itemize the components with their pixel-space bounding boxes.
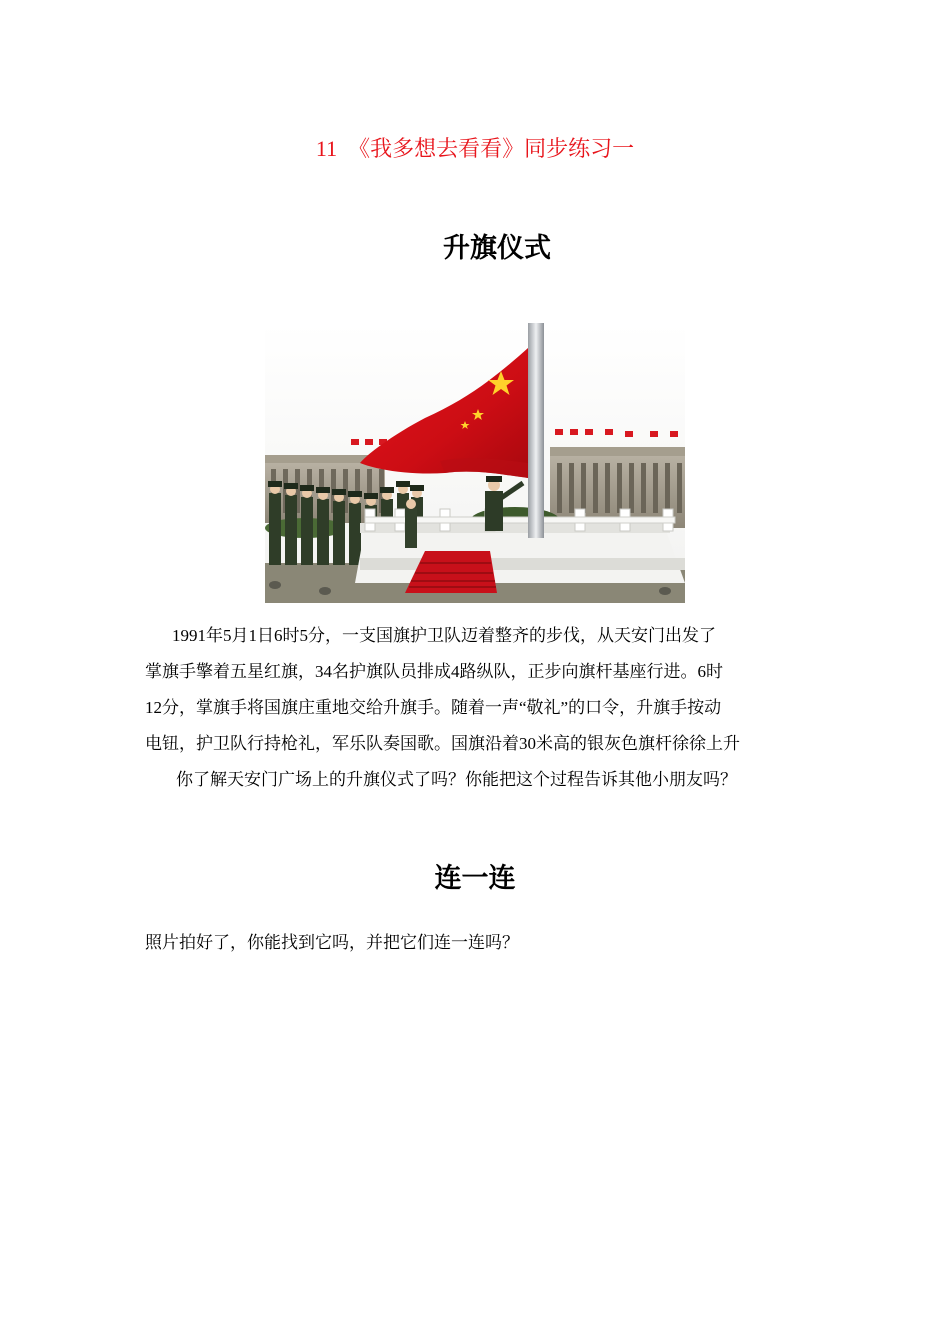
- paragraph-line: 掌旗手擎着五星红旗，34名护旗队员排成4路纵队，正步向旗杆基座行进。6时: [145, 662, 723, 681]
- document-title: 11 《我多想去看看》同步练习一: [315, 136, 635, 161]
- flag-ceremony-question: 你了解天安门广场上的升旗仪式了吗？你能把这个过程告诉其他小朋友吗？: [176, 770, 737, 789]
- paragraph-line: 1991年5月1日6时5分，一支国旗护卫队迈着整齐的步伐，从天安门出发了: [172, 626, 716, 645]
- section-heading-matching: 连一连: [434, 863, 516, 894]
- flag-raising-photo: [265, 323, 685, 603]
- paragraph-line: 电钮，护卫队行持枪礼，军乐队奏国歌。国旗沿着30米高的银灰色旗杆徐徐上升: [145, 734, 740, 753]
- paragraph-line: 12分，掌旗手将国旗庄重地交给升旗手。随着一声“敬礼”的口令，升旗手按动: [145, 698, 722, 717]
- section-heading-flag-ceremony: 升旗仪式: [443, 233, 551, 264]
- matching-prompt: 照片拍好了，你能找到它吗，并把它们连一连吗？: [145, 933, 519, 952]
- flag-ceremony-paragraph: [145, 618, 810, 762]
